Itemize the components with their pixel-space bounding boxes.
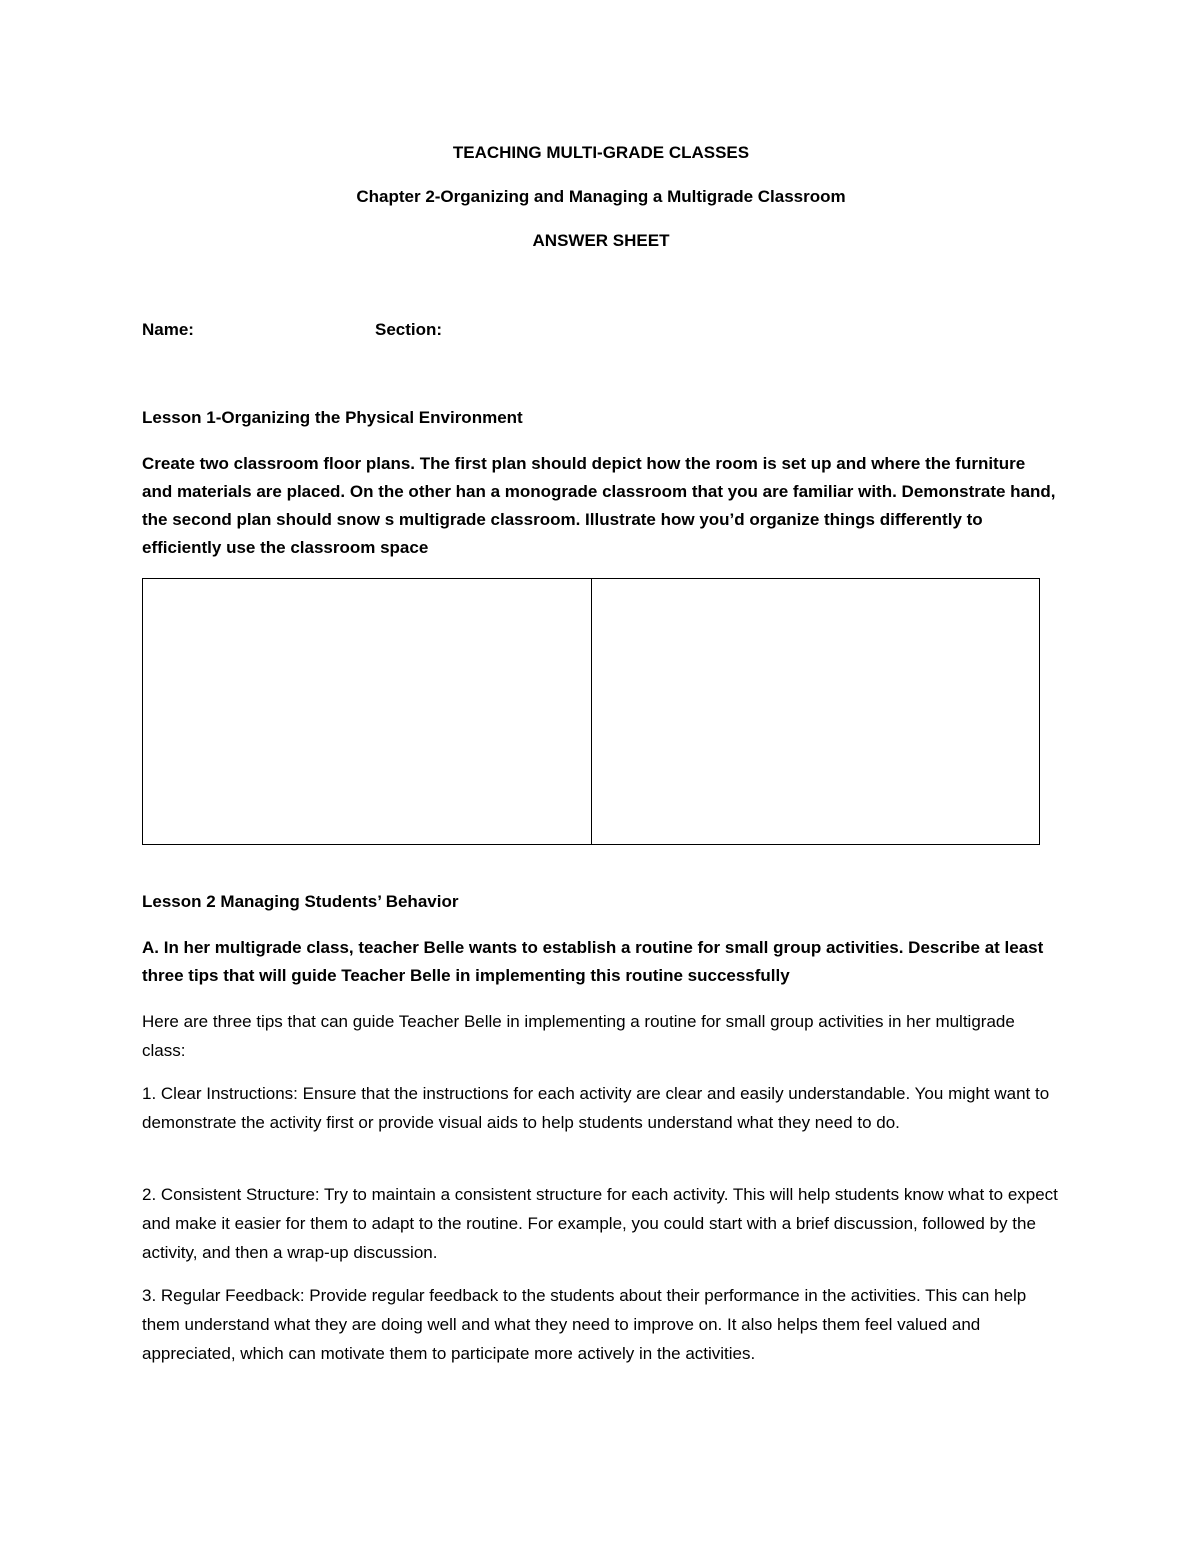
sheet-title: ANSWER SHEET [532,231,670,250]
answer-tip-1: 1. Clear Instructions: Ensure that the instructions for each activity are clear and easily understandable. You might want to demonstrate the activity first or provide visual aids to help students understand what they need to do. [142,1084,1050,1132]
name-label: Name: [142,320,194,339]
multigrade-plan-cell[interactable] [591,579,1040,844]
document-title: TEACHING MULTI-GRADE CLASSES [452,143,750,162]
chapter-title: Chapter 2-Organizing and Managing a Multigrade Classroom [356,187,846,206]
lesson1-prompt: Create two classroom floor plans. The first plan should depict how the room is set up and where the furniture and materials are placed. On the other han a monograde classroom that you are familiar with. Demonstrate hand, the second plan should snow s multigrade classroom. Illustrate how you’d organize things differently to efficiently use the classroom space [142,454,1056,557]
lesson2-heading: Lesson 2 Managing Students’ Behavior [142,892,459,911]
answer-tip-2: 2. Consistent Structure: Try to maintain a consistent structure for each activity. This will help students know what to expect and make it easier for them to adapt to the routine. For example, you could start with a brief discussion, followed by the activity, and then a wrap-up discussion. [142,1185,1058,1262]
section-label: Section: [375,320,443,339]
answer-intro: Here are three tips that can guide Teacher Belle in implementing a routine for small group activities in her multigrade class: [142,1012,1015,1060]
monograde-plan-cell[interactable] [143,579,591,844]
answer-tip-3: 3. Regular Feedback: Provide regular feedback to the students about their performance in the activities. This can help them understand what they are doing well and what they need to improve on. It also helps them feel valued and appreciated, which can motivate them to participate more actively in the activities. [142,1286,1027,1363]
lesson1-heading: Lesson 1-Organizing the Physical Environment [142,408,523,427]
floor-plans-table [142,578,1040,845]
lesson2-prompt: A. In her multigrade class, teacher Belle wants to establish a routine for small group activities. Describe at least three tips that will guide Teacher Belle in implementing this routine successfully [142,938,1044,985]
